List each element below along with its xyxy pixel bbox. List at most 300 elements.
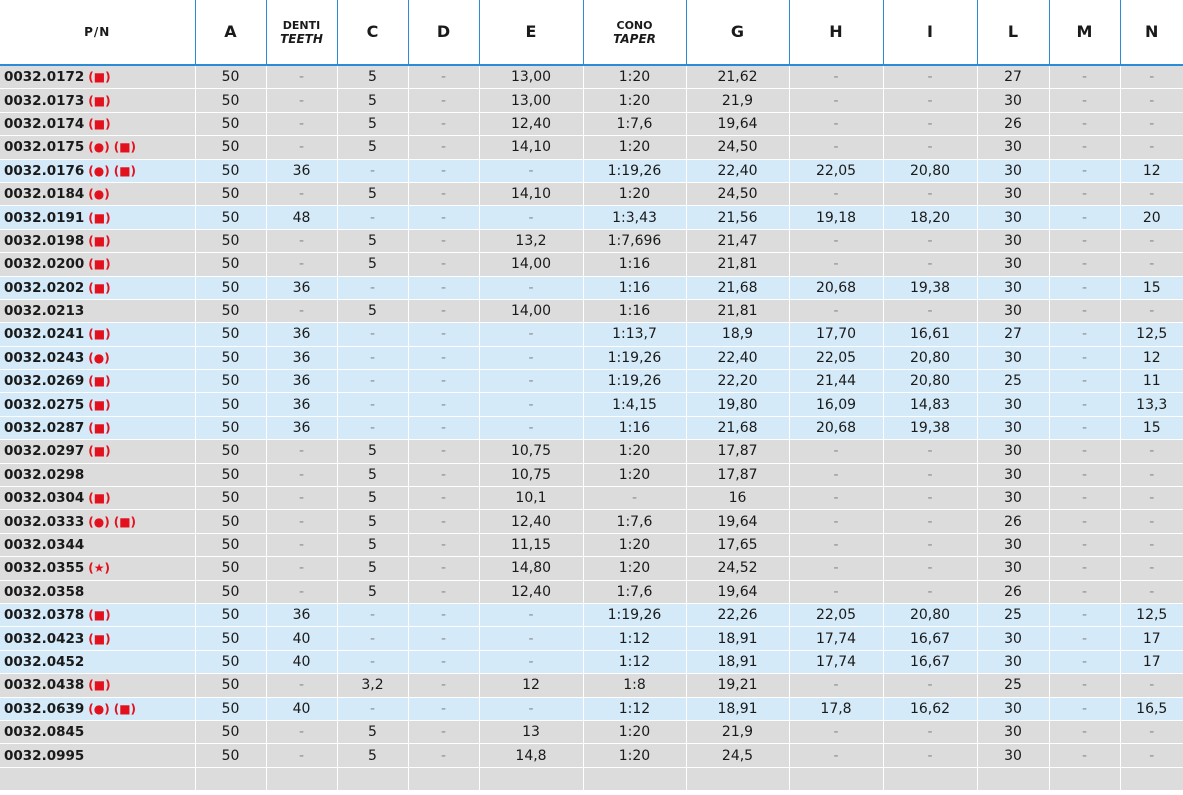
cell-d: - (408, 65, 479, 89)
cell-n: - (1120, 65, 1183, 89)
table-row (0, 557, 1183, 580)
cell-n: - (1120, 299, 1183, 322)
cell-e: 13,00 (479, 89, 583, 112)
cell-h: 16,09 (789, 393, 883, 416)
marker-square-icon: (■) (88, 210, 111, 225)
marker-square-icon: (■) (88, 421, 111, 436)
part-number: 0032.0297 (4, 443, 85, 460)
cell-taper: 1:19,26 (583, 159, 686, 182)
cell-a: 50 (195, 580, 266, 603)
cell-m: - (1049, 416, 1120, 439)
cell-l: 30 (977, 136, 1049, 159)
cell-g: 24,52 (686, 557, 789, 580)
cell-m: - (1049, 276, 1120, 299)
cell-part-number (0, 557, 195, 580)
cell-e: 14,00 (479, 253, 583, 276)
cell-taper: - (583, 487, 686, 510)
col-header-teeth: DENTI TEETH (266, 0, 337, 65)
cell-c: 5 (337, 744, 408, 767)
cell-n: - (1120, 510, 1183, 533)
cell-part-number (0, 744, 195, 767)
cell-e: 14,8 (479, 744, 583, 767)
cell-m: - (1049, 112, 1120, 135)
cell-a: 50 (195, 323, 266, 346)
part-number: 0032.0173 (4, 92, 85, 109)
cell-taper: 1:19,26 (583, 370, 686, 393)
cell-c: 5 (337, 253, 408, 276)
cell-g: 17,87 (686, 463, 789, 486)
cell-e: 13,00 (479, 65, 583, 89)
cell-c: 5 (337, 580, 408, 603)
cell-c: - (337, 627, 408, 650)
cell-m: - (1049, 603, 1120, 626)
table-row (0, 720, 1183, 743)
cell-l: 30 (977, 744, 1049, 767)
cell-i: - (883, 65, 977, 89)
cell-n: 15 (1120, 276, 1183, 299)
part-number: 0032.0175 (4, 139, 85, 156)
cell-taper: 1:20 (583, 463, 686, 486)
cell-taper: 1:20 (583, 136, 686, 159)
cell-a: 50 (195, 744, 266, 767)
cell-n: 13,3 (1120, 393, 1183, 416)
marker-square-icon: (■) (88, 678, 111, 693)
cell-i: - (883, 557, 977, 580)
cell-a: 50 (195, 112, 266, 135)
cell-part-number (0, 229, 195, 252)
cell-teeth: - (266, 557, 337, 580)
cell-h: - (789, 229, 883, 252)
table-row (0, 580, 1183, 603)
table-row (0, 253, 1183, 276)
cell-d: - (408, 627, 479, 650)
cell-teeth: 36 (266, 323, 337, 346)
cell-g: 16 (686, 487, 789, 510)
cell-m: - (1049, 370, 1120, 393)
cell-l: 25 (977, 370, 1049, 393)
part-number: 0032.0213 (4, 303, 85, 320)
cell-d: - (408, 112, 479, 135)
cell-i: 16,61 (883, 323, 977, 346)
table-row (0, 650, 1183, 673)
cell-d: - (408, 393, 479, 416)
cell-e: 14,00 (479, 299, 583, 322)
cell-g: 22,40 (686, 159, 789, 182)
cell-g: 21,9 (686, 720, 789, 743)
part-number: 0032.0176 (4, 162, 85, 179)
cell-d: - (408, 557, 479, 580)
cell-a: 50 (195, 182, 266, 205)
marker-circle-icon: (●) (88, 701, 110, 716)
cell-n: 20 (1120, 206, 1183, 229)
cell-e: - (479, 346, 583, 369)
cell-a: 50 (195, 299, 266, 322)
cell-h: 21,44 (789, 370, 883, 393)
cell-g: 22,20 (686, 370, 789, 393)
cell-n: - (1120, 580, 1183, 603)
cell-c: - (337, 206, 408, 229)
cell-c: 5 (337, 89, 408, 112)
cell-m: - (1049, 674, 1120, 697)
cell-h: 20,68 (789, 276, 883, 299)
cell-teeth: - (266, 253, 337, 276)
cell-e: 14,10 (479, 136, 583, 159)
part-number: 0032.0344 (4, 537, 85, 553)
cell-m: - (1049, 744, 1120, 767)
cell-part-number (0, 580, 195, 603)
cell-a: 50 (195, 370, 266, 393)
part-number: 0032.0174 (4, 115, 85, 132)
cell-l: 30 (977, 720, 1049, 743)
cell-c: - (337, 276, 408, 299)
cell-g: 19,64 (686, 580, 789, 603)
part-number: 0032.0243 (4, 349, 85, 366)
cell-taper: 1:20 (583, 89, 686, 112)
cell-l (977, 767, 1049, 790)
cell-g: 19,80 (686, 393, 789, 416)
cell-g: 19,21 (686, 674, 789, 697)
cell-d: - (408, 89, 479, 112)
cell-teeth: - (266, 299, 337, 322)
cell-taper: 1:7,6 (583, 112, 686, 135)
cell-h: - (789, 440, 883, 463)
cell-taper: 1:8 (583, 674, 686, 697)
cell-m: - (1049, 650, 1120, 673)
cell-part-number (0, 720, 195, 743)
cell-e: - (479, 206, 583, 229)
cell-l: 30 (977, 229, 1049, 252)
cell-d: - (408, 603, 479, 626)
cell-m: - (1049, 580, 1120, 603)
marker-square-icon: (■) (88, 93, 111, 108)
cell-c: - (337, 393, 408, 416)
cell-l: 30 (977, 557, 1049, 580)
cell-l: 30 (977, 182, 1049, 205)
cell-e: - (479, 393, 583, 416)
cell-taper: 1:16 (583, 253, 686, 276)
cell-a: 50 (195, 346, 266, 369)
cell-h: - (789, 720, 883, 743)
marker-square-icon: (■) (88, 631, 111, 646)
cell-c: 3,2 (337, 674, 408, 697)
part-number: 0032.0995 (4, 747, 85, 764)
cell-part-number (0, 370, 195, 393)
col-header-l: L (977, 0, 1049, 65)
cell-e: 14,10 (479, 182, 583, 205)
cell-h: 17,8 (789, 697, 883, 720)
cell-e: 13,2 (479, 229, 583, 252)
cell-d (408, 767, 479, 790)
cell-teeth: 36 (266, 370, 337, 393)
cell-m: - (1049, 510, 1120, 533)
cell-l: 26 (977, 580, 1049, 603)
cell-i: - (883, 440, 977, 463)
cell-g: 18,91 (686, 627, 789, 650)
cell-m: - (1049, 697, 1120, 720)
cell-m: - (1049, 440, 1120, 463)
cell-l: 26 (977, 112, 1049, 135)
cell-m (1049, 767, 1120, 790)
cell-taper: 1:4,15 (583, 393, 686, 416)
cell-taper: 1:7,696 (583, 229, 686, 252)
cell-e: - (479, 159, 583, 182)
cell-part-number (0, 206, 195, 229)
col-header-g: G (686, 0, 789, 65)
part-number: 0032.0298 (4, 466, 85, 483)
cell-part-number (0, 487, 195, 510)
cell-i: - (883, 674, 977, 697)
marker-circle-icon: (●) (88, 140, 110, 155)
cell-m: - (1049, 182, 1120, 205)
cell-teeth: 48 (266, 206, 337, 229)
cell-c: 5 (337, 463, 408, 486)
cell-l: 30 (977, 463, 1049, 486)
cell-part-number (0, 393, 195, 416)
cell-part-number (0, 136, 195, 159)
cell-d: - (408, 744, 479, 767)
cell-n: 12,5 (1120, 603, 1183, 626)
table-row (0, 393, 1183, 416)
marker-circle-icon: (●) (88, 350, 110, 365)
cell-a: 50 (195, 674, 266, 697)
marker-square-icon: (■) (113, 163, 137, 178)
cell-m: - (1049, 206, 1120, 229)
cell-l: 30 (977, 346, 1049, 369)
part-number: 0032.0333 (4, 513, 85, 530)
part-number: 0032.0423 (4, 630, 85, 647)
cell-part-number (0, 346, 195, 369)
cell-part-number (0, 440, 195, 463)
cell-i: - (883, 720, 977, 743)
cell-c: - (337, 159, 408, 182)
cell-taper: 1:16 (583, 299, 686, 322)
cell-part-number (0, 299, 195, 322)
cell-l: 25 (977, 603, 1049, 626)
cell-m: - (1049, 229, 1120, 252)
table-row (0, 299, 1183, 322)
cell-h: - (789, 253, 883, 276)
col-header-e: E (479, 0, 583, 65)
cell-taper: 1:7,6 (583, 510, 686, 533)
col-header-c: C (337, 0, 408, 65)
cell-l: 27 (977, 65, 1049, 89)
cell-a: 50 (195, 276, 266, 299)
cell-h: 17,74 (789, 650, 883, 673)
cell-taper: 1:12 (583, 627, 686, 650)
cell-c: 5 (337, 533, 408, 556)
part-number: 0032.0358 (4, 583, 85, 600)
table-row (0, 510, 1183, 533)
cell-c: - (337, 603, 408, 626)
cell-d: - (408, 720, 479, 743)
cell-l: 30 (977, 159, 1049, 182)
table-row (0, 370, 1183, 393)
cell-m: - (1049, 487, 1120, 510)
cell-h: 22,05 (789, 603, 883, 626)
cell-part-number (0, 603, 195, 626)
cell-a: 50 (195, 627, 266, 650)
cell-c: - (337, 323, 408, 346)
cell-a: 50 (195, 65, 266, 89)
cell-e: 12,40 (479, 510, 583, 533)
cell-part-number (0, 276, 195, 299)
cell-h: - (789, 182, 883, 205)
table-row (0, 323, 1183, 346)
part-number: 0032.0200 (4, 256, 85, 273)
cell-d: - (408, 346, 479, 369)
cell-taper (583, 767, 686, 790)
cell-c: - (337, 346, 408, 369)
cell-e (479, 767, 583, 790)
cell-teeth: - (266, 89, 337, 112)
cell-h: 17,74 (789, 627, 883, 650)
table-row (0, 136, 1183, 159)
table-row (0, 276, 1183, 299)
part-number: 0032.0287 (4, 420, 85, 437)
cell-taper: 1:20 (583, 533, 686, 556)
cell-i: - (883, 533, 977, 556)
cell-i: 16,62 (883, 697, 977, 720)
cell-i: - (883, 463, 977, 486)
cell-i: 20,80 (883, 603, 977, 626)
marker-square-icon: (■) (88, 491, 111, 506)
part-number: 0032.0269 (4, 373, 85, 390)
cell-i (883, 767, 977, 790)
cell-taper: 1:12 (583, 697, 686, 720)
cell-a: 50 (195, 720, 266, 743)
cell-g: 21,47 (686, 229, 789, 252)
cell-e: - (479, 276, 583, 299)
cell-g: 21,81 (686, 253, 789, 276)
cell-m: - (1049, 533, 1120, 556)
cell-i: - (883, 112, 977, 135)
cell-l: 26 (977, 510, 1049, 533)
cell-part-number (0, 767, 195, 790)
cell-part-number (0, 253, 195, 276)
cell-h: - (789, 674, 883, 697)
cell-a: 50 (195, 206, 266, 229)
cell-l: 30 (977, 627, 1049, 650)
cell-i: - (883, 580, 977, 603)
cell-n: 17 (1120, 627, 1183, 650)
cell-d: - (408, 416, 479, 439)
cell-n: 17 (1120, 650, 1183, 673)
cell-teeth: 36 (266, 416, 337, 439)
cell-d: - (408, 580, 479, 603)
cell-m: - (1049, 463, 1120, 486)
cell-n (1120, 767, 1183, 790)
part-number: 0032.0304 (4, 490, 85, 507)
table-row (0, 89, 1183, 112)
cell-l: 30 (977, 89, 1049, 112)
cell-g: 24,50 (686, 182, 789, 205)
cell-teeth: 36 (266, 346, 337, 369)
cell-i: 16,67 (883, 627, 977, 650)
cell-m: - (1049, 557, 1120, 580)
cell-c: - (337, 650, 408, 673)
table-row (0, 416, 1183, 439)
cell-g (686, 767, 789, 790)
cell-n: - (1120, 253, 1183, 276)
cell-taper: 1:3,43 (583, 206, 686, 229)
cell-l: 30 (977, 299, 1049, 322)
cell-d: - (408, 182, 479, 205)
cell-i: - (883, 299, 977, 322)
cell-d: - (408, 650, 479, 673)
cell-e: - (479, 416, 583, 439)
cell-part-number (0, 627, 195, 650)
marker-square-icon: (■) (113, 701, 137, 716)
cell-c: 5 (337, 720, 408, 743)
cell-g: 19,64 (686, 510, 789, 533)
part-number: 0032.0378 (4, 607, 85, 624)
cell-m: - (1049, 89, 1120, 112)
part-number: 0032.0172 (4, 69, 85, 86)
marker-square-icon: (■) (113, 140, 137, 155)
cell-a: 50 (195, 253, 266, 276)
cell-i: - (883, 229, 977, 252)
cell-teeth: 36 (266, 393, 337, 416)
cell-h: - (789, 136, 883, 159)
cell-part-number (0, 463, 195, 486)
cell-h: - (789, 580, 883, 603)
cell-e: 12 (479, 674, 583, 697)
cell-c: - (337, 416, 408, 439)
cell-l: 30 (977, 416, 1049, 439)
cell-e: 14,80 (479, 557, 583, 580)
cell-c (337, 767, 408, 790)
table-row (0, 627, 1183, 650)
cell-h: - (789, 510, 883, 533)
cell-m: - (1049, 65, 1120, 89)
marker-square-icon: (■) (88, 257, 111, 272)
marker-circle-icon: (●) (88, 163, 110, 178)
cell-m: - (1049, 393, 1120, 416)
cell-teeth: - (266, 510, 337, 533)
cell-part-number (0, 182, 195, 205)
cell-taper: 1:20 (583, 720, 686, 743)
cell-g: 21,81 (686, 299, 789, 322)
cell-m: - (1049, 299, 1120, 322)
cell-i: 20,80 (883, 370, 977, 393)
cell-c: 5 (337, 299, 408, 322)
cell-n: - (1120, 136, 1183, 159)
cell-d: - (408, 159, 479, 182)
col-header-h: H (789, 0, 883, 65)
cell-teeth: - (266, 112, 337, 135)
cell-i: - (883, 253, 977, 276)
cell-e: 12,40 (479, 112, 583, 135)
cell-l: 30 (977, 650, 1049, 673)
cell-part-number (0, 65, 195, 89)
cell-a: 50 (195, 89, 266, 112)
cell-h: - (789, 533, 883, 556)
part-number: 0032.0355 (4, 560, 85, 577)
cell-g: 21,9 (686, 89, 789, 112)
marker-square-icon: (■) (88, 397, 111, 412)
cell-l: 30 (977, 276, 1049, 299)
part-number: 0032.0198 (4, 232, 85, 249)
cell-c: 5 (337, 182, 408, 205)
cell-i: - (883, 487, 977, 510)
cell-h: - (789, 744, 883, 767)
cell-teeth: - (266, 440, 337, 463)
cell-taper: 1:20 (583, 744, 686, 767)
part-number: 0032.0191 (4, 209, 85, 226)
col-header-taper: CONO TAPER (583, 0, 686, 65)
cell-d: - (408, 463, 479, 486)
cell-e: - (479, 697, 583, 720)
